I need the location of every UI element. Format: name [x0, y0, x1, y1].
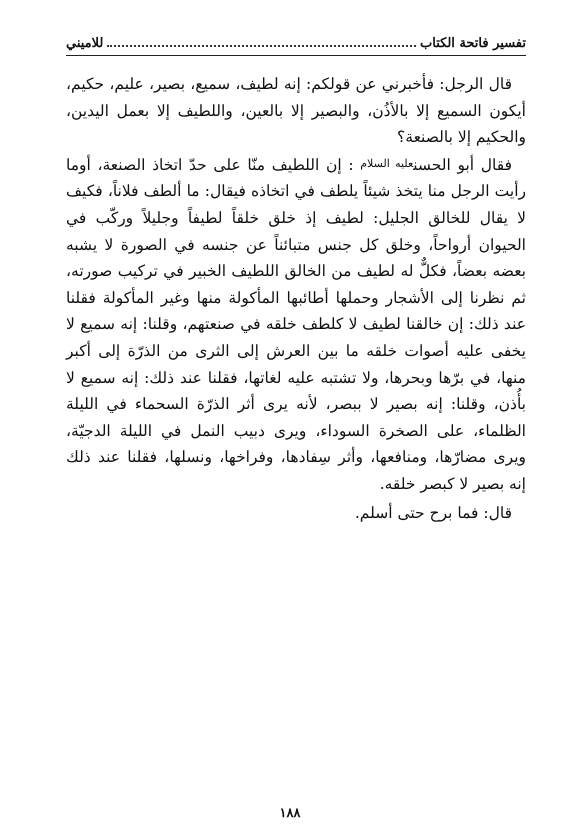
salutation-glyph: عليه السلام — [360, 156, 414, 170]
body-text — [66, 71, 526, 526]
paragraph-closing: قال: فما برح حتى أسلم. — [354, 503, 512, 522]
header-dotted-leader — [107, 39, 416, 47]
answer-body: : إن اللطيف منّا على حدّ اتخاذ الصنعة، أوما رأيت الرجل منا يتخذ شيئاً يلطف في اتخاذه فيقال: ما ألطف فلاناً، فكيف لا يقال للخالق الجليل: لطيف إذ خلق خلقاً لطيفاً وجليلاً وركّب في الحيوان أرواحاً، وخلق كل جنس متبائناً عن جنسه في الصورة لا يشبه بعضه بعضاً، فكلٌّ له لطيف من الخالق اللطيف الخبير في تركيب صورته، ثم نظرنا إلى الأشجار وحملها أطائبها المأكولة منها وغير المأكولة فقلنا عند ذلك: إن خالقنا لطيف لا كلطف خلقه في صنعتهم، وقلنا: إنه سميع لا يخفى عليه أصوات خلقه ما بين العرش إلى الثرى من الذرّة إلى أكبر منها، في برّها وبحرها، ولا تشتبه عليه لغاتها، فقلنا عند ذلك: إنه سميع لا بأُذن، وقلنا: إنه بصير لا ببصر، لأنه يرى أثر الذرّة السحماء في الليلة الظلماء، على الصخرة السوداء، ويرى دبيب النمل في الليلة الدجيّة، ويرى مضارّها، ومنافعها، وأثر سِفادها، وفراخها، ونسلها، فقلنا عند ذلك إنه بصير لا كبصر خلقه. — [66, 155, 526, 493]
header-author: للاميني — [66, 35, 104, 51]
answer-opening: فقال أبو الحسن — [413, 155, 512, 174]
running-header — [66, 34, 526, 52]
header-book-title: تفسير فاتحة الكتاب — [420, 35, 526, 51]
header-rule — [66, 55, 526, 56]
paragraph-question: قال الرجل: فأخبرني عن قولكم: إنه لطيف، سميع، بصير، عليم، حكيم، أيكون السميع إلا بالأذُن، والبصير إلا بالعين، واللطيف إلا بعمل اليدين، والحكيم إلا بالصنعة؟ — [66, 75, 526, 147]
paragraph-answer — [66, 151, 526, 498]
page-number: ١٨٨ — [279, 806, 301, 821]
